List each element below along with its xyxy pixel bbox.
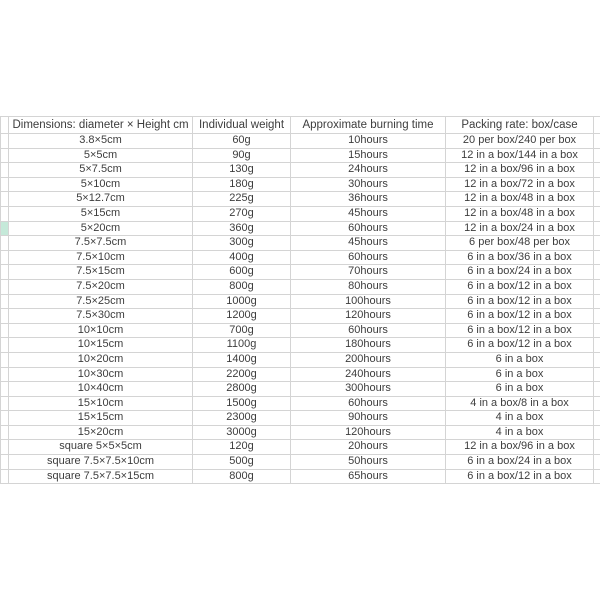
table-cell: 6 in a box/24 in a box (446, 455, 594, 470)
right-margin-cell (594, 236, 600, 251)
table-cell: 120g (193, 440, 291, 455)
right-margin-cell (594, 250, 600, 265)
column-header: Individual weight (193, 117, 291, 134)
table-cell: 10×40cm (9, 382, 193, 397)
left-margin-cell (1, 396, 9, 411)
table-cell: 1200g (193, 309, 291, 324)
left-margin-cell (1, 236, 9, 251)
left-margin-cell (1, 177, 9, 192)
table-cell: square 7.5×7.5×15cm (9, 469, 193, 484)
left-margin-cell (1, 309, 9, 324)
left-margin-cell (1, 163, 9, 178)
spec-table-head (1, 117, 600, 134)
left-margin-cell (1, 279, 9, 294)
table-cell: 700g (193, 323, 291, 338)
table-cell: 30hours (291, 177, 446, 192)
table-cell: 2300g (193, 411, 291, 426)
table-cell: 70hours (291, 265, 446, 280)
table-cell: 12 in a box/144 in a box (446, 148, 594, 163)
left-margin-cell (1, 323, 9, 338)
table-cell: 24hours (291, 163, 446, 178)
table-row (1, 309, 600, 324)
left-margin-cell (1, 206, 9, 221)
table-row (1, 294, 600, 309)
left-margin-cell (1, 250, 9, 265)
table-cell: 4 in a box (446, 411, 594, 426)
table-cell: 60hours (291, 396, 446, 411)
table-cell: 6 per box/48 per box (446, 236, 594, 251)
table-cell: 6 in a box/12 in a box (446, 279, 594, 294)
left-margin-cell (1, 192, 9, 207)
table-row (1, 425, 600, 440)
table-row (1, 279, 600, 294)
table-cell: 5×15cm (9, 206, 193, 221)
left-margin-cell (1, 367, 9, 382)
table-cell: 5×20cm (9, 221, 193, 236)
table-cell: 400g (193, 250, 291, 265)
right-margin-cell (594, 440, 600, 455)
table-cell: 360g (193, 221, 291, 236)
table-cell: 7.5×10cm (9, 250, 193, 265)
table-cell: 7.5×20cm (9, 279, 193, 294)
right-margin-cell (594, 192, 600, 207)
table-cell: 600g (193, 265, 291, 280)
table-cell: 120hours (291, 309, 446, 324)
right-margin-cell (594, 148, 600, 163)
table-row (1, 367, 600, 382)
left-margin-cell (1, 117, 9, 134)
table-cell: 7.5×15cm (9, 265, 193, 280)
table-cell: 100hours (291, 294, 446, 309)
left-margin-cell (1, 469, 9, 484)
right-margin-cell (594, 323, 600, 338)
table-cell: 60hours (291, 323, 446, 338)
right-margin-cell (594, 117, 600, 134)
table-cell: 10×15cm (9, 338, 193, 353)
table-cell: 7.5×7.5cm (9, 236, 193, 251)
table-cell: 10hours (291, 134, 446, 149)
table-cell: 300hours (291, 382, 446, 397)
table-cell: 10×10cm (9, 323, 193, 338)
table-cell: 20 per box/240 per box (446, 134, 594, 149)
table-row (1, 323, 600, 338)
table-row (1, 206, 600, 221)
right-margin-cell (594, 425, 600, 440)
left-margin-cell (1, 382, 9, 397)
table-cell: 300g (193, 236, 291, 251)
table-row (1, 177, 600, 192)
table-row (1, 221, 600, 236)
table-row (1, 411, 600, 426)
table-cell: 12 in a box/24 in a box (446, 221, 594, 236)
table-row (1, 352, 600, 367)
table-cell: 12 in a box/72 in a box (446, 177, 594, 192)
table-cell: 5×7.5cm (9, 163, 193, 178)
right-margin-cell (594, 352, 600, 367)
left-margin-cell (1, 440, 9, 455)
column-header: Dimensions: diameter × Height cm (9, 117, 193, 134)
right-margin-cell (594, 382, 600, 397)
table-cell: 6 in a box/12 in a box (446, 294, 594, 309)
left-margin-cell (1, 411, 9, 426)
right-margin-cell (594, 279, 600, 294)
table-cell: 130g (193, 163, 291, 178)
right-margin-cell (594, 338, 600, 353)
table-cell: 15hours (291, 148, 446, 163)
table-cell: 6 in a box (446, 382, 594, 397)
table-cell: 180g (193, 177, 291, 192)
table-cell: 90hours (291, 411, 446, 426)
table-row (1, 250, 600, 265)
table-cell: 5×12.7cm (9, 192, 193, 207)
table-cell: 12 in a box/96 in a box (446, 440, 594, 455)
table-row (1, 192, 600, 207)
table-cell: 120hours (291, 425, 446, 440)
table-cell: 12 in a box/48 in a box (446, 192, 594, 207)
right-margin-cell (594, 177, 600, 192)
left-margin-cell (1, 294, 9, 309)
table-cell: 3000g (193, 425, 291, 440)
table-row (1, 396, 600, 411)
table-row (1, 338, 600, 353)
table-cell: 36hours (291, 192, 446, 207)
table-row (1, 382, 600, 397)
table-cell: 6 in a box/12 in a box (446, 309, 594, 324)
table-cell: square 7.5×7.5×10cm (9, 455, 193, 470)
table-cell: 7.5×25cm (9, 294, 193, 309)
left-margin-cell (1, 148, 9, 163)
table-cell: 180hours (291, 338, 446, 353)
table-cell: 225g (193, 192, 291, 207)
table-cell: 270g (193, 206, 291, 221)
table-cell: 800g (193, 469, 291, 484)
table-cell: 60hours (291, 250, 446, 265)
table-cell: 15×10cm (9, 396, 193, 411)
table-cell: 6 in a box/12 in a box (446, 469, 594, 484)
left-margin-cell (1, 425, 9, 440)
table-cell: 6 in a box (446, 367, 594, 382)
table-cell: 500g (193, 455, 291, 470)
table-cell: 5×5cm (9, 148, 193, 163)
spec-table (0, 116, 600, 484)
table-cell: 2200g (193, 367, 291, 382)
right-margin-cell (594, 221, 600, 236)
table-cell: 5×10cm (9, 177, 193, 192)
column-header: Packing rate: box/case (446, 117, 594, 134)
table-cell: 6 in a box/36 in a box (446, 250, 594, 265)
table-row (1, 469, 600, 484)
table-cell: 240hours (291, 367, 446, 382)
table-cell: 50hours (291, 455, 446, 470)
column-header: Approximate burning time (291, 117, 446, 134)
left-margin-cell (1, 265, 9, 280)
table-cell: square 5×5×5cm (9, 440, 193, 455)
right-margin-cell (594, 469, 600, 484)
table-cell: 45hours (291, 206, 446, 221)
table-cell: 7.5×30cm (9, 309, 193, 324)
right-margin-cell (594, 455, 600, 470)
table-cell: 45hours (291, 236, 446, 251)
table-row (1, 236, 600, 251)
table-row (1, 455, 600, 470)
highlighted-margin-cell (1, 221, 9, 236)
table-cell: 10×20cm (9, 352, 193, 367)
table-cell: 6 in a box/12 in a box (446, 338, 594, 353)
table-cell: 800g (193, 279, 291, 294)
table-cell: 20hours (291, 440, 446, 455)
table-cell: 6 in a box/24 in a box (446, 265, 594, 280)
table-cell: 4 in a box (446, 425, 594, 440)
right-margin-cell (594, 294, 600, 309)
product-spec-sheet (0, 116, 600, 484)
right-margin-cell (594, 309, 600, 324)
table-cell: 1100g (193, 338, 291, 353)
table-cell: 6 in a box (446, 352, 594, 367)
table-cell: 80hours (291, 279, 446, 294)
right-margin-cell (594, 396, 600, 411)
right-margin-cell (594, 206, 600, 221)
table-cell: 15×15cm (9, 411, 193, 426)
table-cell: 10×30cm (9, 367, 193, 382)
table-cell: 60g (193, 134, 291, 149)
right-margin-cell (594, 134, 600, 149)
table-row (1, 134, 600, 149)
table-row (1, 148, 600, 163)
left-margin-cell (1, 455, 9, 470)
header-row (1, 117, 600, 134)
table-cell: 60hours (291, 221, 446, 236)
table-cell: 15×20cm (9, 425, 193, 440)
left-margin-cell (1, 338, 9, 353)
table-cell: 1000g (193, 294, 291, 309)
table-cell: 12 in a box/96 in a box (446, 163, 594, 178)
table-row (1, 440, 600, 455)
right-margin-cell (594, 163, 600, 178)
right-margin-cell (594, 367, 600, 382)
table-row (1, 265, 600, 280)
right-margin-cell (594, 265, 600, 280)
table-row (1, 163, 600, 178)
table-cell: 6 in a box/12 in a box (446, 323, 594, 338)
table-cell: 12 in a box/48 in a box (446, 206, 594, 221)
table-cell: 4 in a box/8 in a box (446, 396, 594, 411)
left-margin-cell (1, 134, 9, 149)
left-margin-cell (1, 352, 9, 367)
table-cell: 65hours (291, 469, 446, 484)
table-cell: 200hours (291, 352, 446, 367)
right-margin-cell (594, 411, 600, 426)
table-cell: 90g (193, 148, 291, 163)
table-cell: 2800g (193, 382, 291, 397)
table-cell: 3.8×5cm (9, 134, 193, 149)
table-cell: 1400g (193, 352, 291, 367)
spec-table-body (1, 134, 600, 484)
table-cell: 1500g (193, 396, 291, 411)
